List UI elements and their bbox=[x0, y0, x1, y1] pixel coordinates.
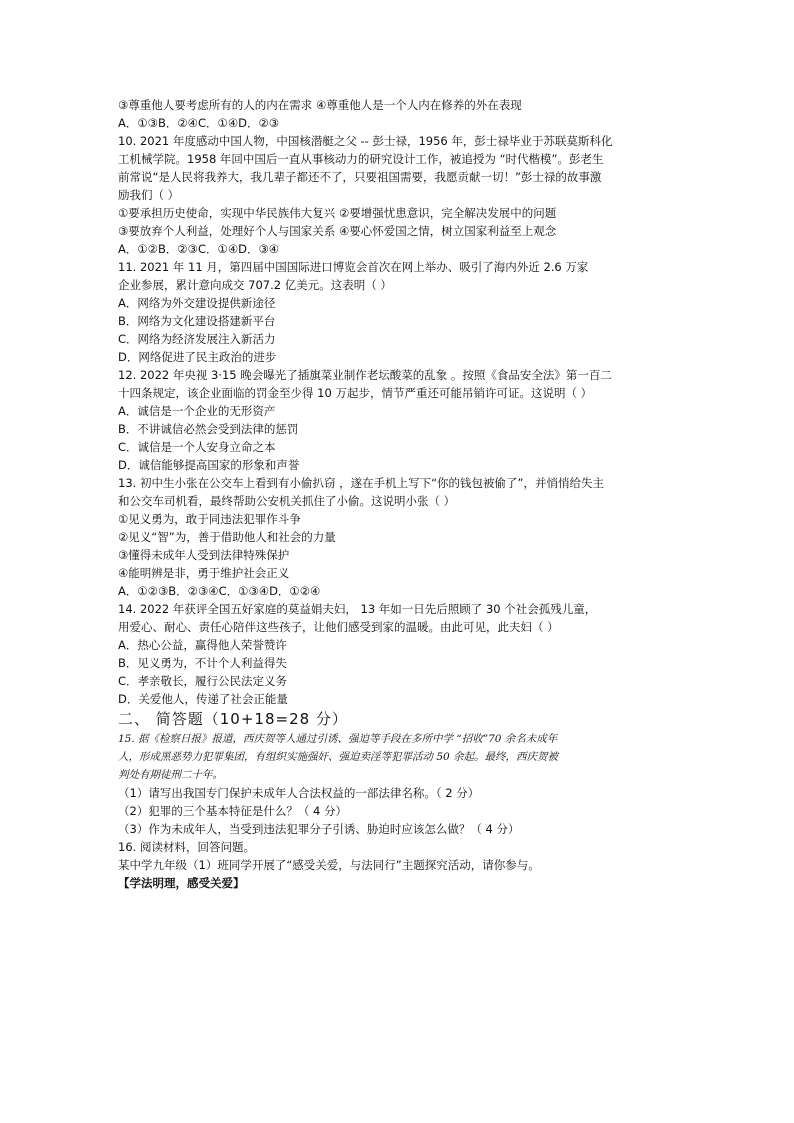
text-line: B．不讲诚信必然会受到法律的惩罚 bbox=[118, 422, 299, 436]
text-line: A．①②③B．②③④C．①③④D．①②④ bbox=[118, 584, 321, 598]
text-line: （2）犯罪的三个基本特征是什么？（ 4 分） bbox=[118, 804, 347, 818]
text-line: 10. 2021 年度感动中国人物，中国核潜艇之父 -- 彭士禄，1956 年，彭士禄毕业于苏联莫斯科化 bbox=[118, 134, 613, 148]
text-line: C．诚信是一个人安身立命之本 bbox=[118, 440, 276, 454]
text-line: A．①③B．②④C．①④D．②③ bbox=[118, 116, 280, 130]
text-line: 判处有期徒刑二十年。 bbox=[118, 769, 223, 781]
question-15-material bbox=[118, 730, 688, 784]
text-line: 十四条规定，该企业面临的罚金至少得 10 万起步，情节严重还可能吊销许可证。这说明（ ） bbox=[118, 386, 593, 400]
exam-page bbox=[118, 96, 688, 892]
question-block-top bbox=[118, 96, 688, 708]
text-line: B．见义勇为，不计个人利益得失 bbox=[118, 656, 287, 670]
text-line: D．诚信能够提高国家的形象和声誉 bbox=[118, 458, 300, 472]
text-line: 某中学九年级（1）班同学开展了“感受关爱，与法同行”主题探究活动，请你参与。 bbox=[118, 858, 540, 872]
text-line: D．关爱他人，传递了社会正能量 bbox=[118, 692, 288, 706]
text-line: B．网络为文化建设搭建新平台 bbox=[118, 314, 276, 328]
text-line: 企业参展，累计意向成交 707.2 亿美元。这表明（ ） bbox=[118, 278, 392, 292]
text-line: ①见义勇为，敢于同违法犯罪作斗争 bbox=[118, 512, 301, 526]
text-line: ③懂得未成年人受到法律特殊保护 bbox=[118, 548, 290, 562]
text-line: C．网络为经济发展注入新活力 bbox=[118, 332, 276, 346]
text-line: 励我们（ ） bbox=[118, 188, 180, 202]
text-line: （3）作为未成年人，当受到违法犯罪分子引诱、胁迫时应该怎么做？（ 4 分） bbox=[118, 822, 520, 836]
text-line: 13. 初中生小张在公交车上看到有小偷扒窃 ，遂在手机上写下“你的钱包被偷了”，并悄悄给失主 bbox=[118, 476, 605, 490]
text-line: A．网络为外交建设提供新途径 bbox=[118, 296, 276, 310]
text-line: A．①②B．②③C．①④D．③④ bbox=[118, 242, 280, 256]
text-line: 16. 阅读材料，回答问题。 bbox=[118, 840, 255, 854]
text-line: ②见义“智”为，善于借助他人和社会的力量 bbox=[118, 530, 336, 544]
text-line: C．孝亲敬长，履行公民法定义务 bbox=[118, 674, 288, 688]
text-line: A．诚信是一个企业的无形资产 bbox=[118, 404, 276, 418]
text-line: 15. 据《检察日报》报道，西庆贺等人通过引诱、强迫等手段在多所中学 “招收”70 余名未成年 bbox=[118, 733, 558, 745]
section-title: 二、 简答题（10+18=28 分） bbox=[118, 710, 348, 728]
text-line: ④能明辨是非，勇于维护社会正义 bbox=[118, 566, 290, 580]
text-line: 前常说“是人民将我养大，我几辈子都还不了，只要祖国需要，我愿贡献一切！”彭士禄的故事激 bbox=[118, 170, 602, 184]
text-line: 人，形成黑恶势力犯罪集团，有组织实施强奸、强迫卖淫等犯罪活动 50 余起。最终，西庆贺被 bbox=[118, 751, 559, 763]
text-line: 14. 2022 年获评全国五好家庭的莫益娟夫妇， 13 年如一日先后照顾了 30 个社会孤残儿童， bbox=[118, 602, 597, 616]
text-line: D．网络促进了民主政治的进步 bbox=[118, 350, 277, 364]
text-line: ③要放弃个人利益，处理好个人与国家关系 ④要心怀爱国之情，树立国家利益至上观念 bbox=[118, 224, 557, 238]
text-line: （1）请写出我国专门保护未成年人合法权益的一部法律名称。（ 2 分） bbox=[118, 786, 480, 800]
question-block-bottom bbox=[118, 784, 688, 874]
text-line: 11. 2021 年 11 月，第四届中国国际进口博览会首次在网上举办、吸引了海内外近 2.6 万家 bbox=[118, 260, 589, 274]
text-line: A．热心公益，赢得他人荣誉赞许 bbox=[118, 638, 287, 652]
text-line: 用爱心、耐心、责任心陪伴这些孩子，让他们感受到家的温暖。由此可见，此夫妇（ ） bbox=[118, 620, 559, 634]
text-line: ③尊重他人要考虑所有的人的内在需求 ④尊重他人是一个人内在修养的外在表现 bbox=[118, 98, 522, 112]
text-line: 工机械学院。1958 年回中国后一直从事核动力的研究设计工作，被追授为 “时代楷模”。彭老生 bbox=[118, 152, 604, 166]
subsection-heading: 【学法明理，感受关爱】 bbox=[118, 876, 245, 890]
text-line: ①要承担历史使命，实现中华民族伟大复兴 ②要增强忧患意识，完全解决发展中的问题 bbox=[118, 206, 557, 220]
text-line: 和公交车司机看，最终帮助公安机关抓住了小偷。这说明小张（ ） bbox=[118, 494, 456, 508]
text-line: 12. 2022 年央视 3·15 晚会曝光了插旗菜业制作老坛酸菜的乱象 。按照《食品安全法》第一百二 bbox=[118, 368, 612, 382]
